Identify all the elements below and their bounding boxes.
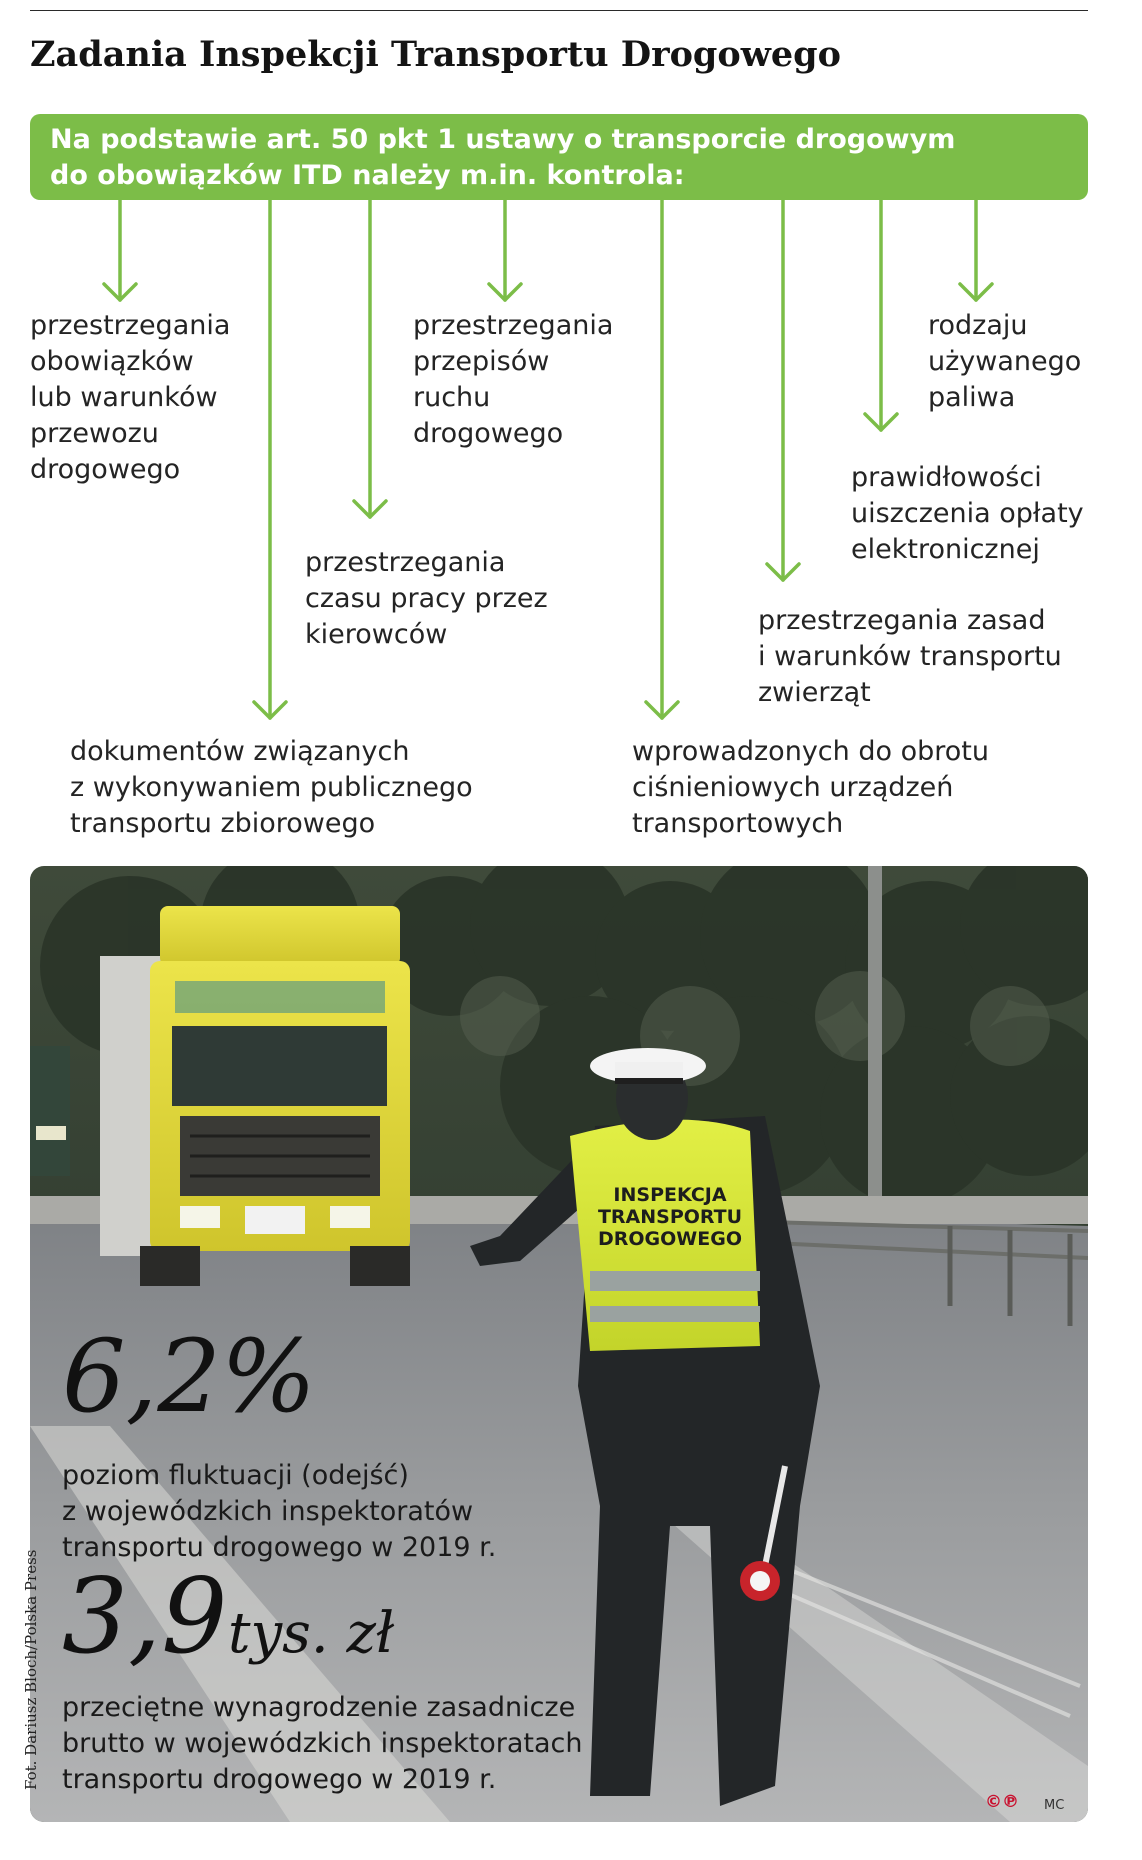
- photo-credit: Fot. Dariusz Bloch/Polska Press: [22, 1549, 40, 1790]
- task-line: paliwa: [928, 382, 1016, 413]
- stat-line: poziom fluktuacji (odejść): [62, 1460, 409, 1491]
- task-line: obowiązków: [30, 346, 194, 377]
- task-line: wprowadzonych do obrotu: [632, 736, 989, 767]
- stat-line: transportu drogowego w 2019 r.: [62, 1532, 497, 1563]
- task-line: drogowego: [30, 454, 181, 485]
- page-title: Zadania Inspekcji Transportu Drogowego: [30, 34, 841, 75]
- stat-line: brutto w wojewódzkich inspektoratach: [62, 1728, 583, 1759]
- task-line: uiszczenia opłaty: [851, 498, 1084, 529]
- task-item: [928, 308, 1081, 416]
- stat-value: 3,9: [62, 1555, 228, 1677]
- banner-line: Na podstawie art. 50 pkt 1 ustawy o transporcie drogowym: [50, 124, 956, 155]
- task-line: z wykonywaniem publicznego: [70, 772, 473, 803]
- vest-text: TRANSPORTU: [597, 1206, 743, 1228]
- stat-line: przeciętne wynagrodzenie zasadnicze: [62, 1692, 576, 1723]
- vest-text: INSPEKCJA: [613, 1184, 727, 1206]
- stat-unit: tys. zł: [228, 1601, 395, 1666]
- task-line: i warunków transportu: [758, 641, 1062, 672]
- author-initials: MC: [1044, 1798, 1065, 1813]
- stat-line: z wojewódzkich inspektoratów: [62, 1496, 474, 1527]
- arrow-icon: [865, 200, 897, 430]
- arrow-icon: [354, 200, 386, 517]
- task-item: [758, 603, 1062, 711]
- task-item: [413, 308, 613, 452]
- task-line: używanego: [928, 346, 1082, 377]
- task-line: przewozu: [30, 418, 159, 449]
- task-line: rodzaju: [928, 310, 1028, 341]
- task-item: [851, 460, 1084, 568]
- task-item: [305, 545, 548, 653]
- task-line: elektronicznej: [851, 534, 1040, 565]
- task-item: [632, 734, 989, 842]
- arrow-icon: [254, 200, 286, 718]
- copyright-logo: ©℗: [985, 1792, 1019, 1812]
- stat-description: [62, 1458, 496, 1566]
- stat-value: 6,2%: [62, 1318, 317, 1435]
- task-line: czasu pracy przez: [305, 583, 548, 614]
- task-line: lub warunków: [30, 382, 218, 413]
- task-line: ruchu: [413, 382, 491, 413]
- task-line: transportu zbiorowego: [70, 808, 376, 839]
- task-item: [30, 308, 230, 488]
- task-line: przepisów: [413, 346, 550, 377]
- task-line: transportowych: [632, 808, 844, 839]
- task-line: przestrzegania: [30, 310, 231, 341]
- task-line: przestrzegania: [305, 547, 506, 578]
- task-item: [70, 734, 473, 842]
- banner-line: do obowiązków ITD należy m.in. kontrola:: [50, 160, 685, 191]
- task-line: zwierząt: [758, 677, 871, 708]
- task-line: drogowego: [413, 418, 564, 449]
- task-line: prawidłowości: [851, 462, 1042, 493]
- arrow-icon: [104, 200, 136, 300]
- task-line: kierowców: [305, 619, 448, 650]
- distant-vehicle: [30, 1046, 70, 1176]
- task-line: ciśnieniowych urządzeń: [632, 772, 954, 803]
- arrow-icon: [489, 200, 521, 300]
- task-line: przestrzegania zasad: [758, 605, 1046, 636]
- arrow-icon: [767, 200, 799, 580]
- truck-illustration: [100, 906, 410, 1286]
- arrow-icon: [646, 200, 678, 718]
- arrow-icon: [960, 200, 992, 300]
- vest-text: DROGOWEGO: [598, 1228, 742, 1250]
- stat-line: transportu drogowego w 2019 r.: [62, 1764, 497, 1795]
- task-line: dokumentów związanych: [70, 736, 410, 767]
- stat-description: [62, 1690, 583, 1798]
- task-line: przestrzegania: [413, 310, 614, 341]
